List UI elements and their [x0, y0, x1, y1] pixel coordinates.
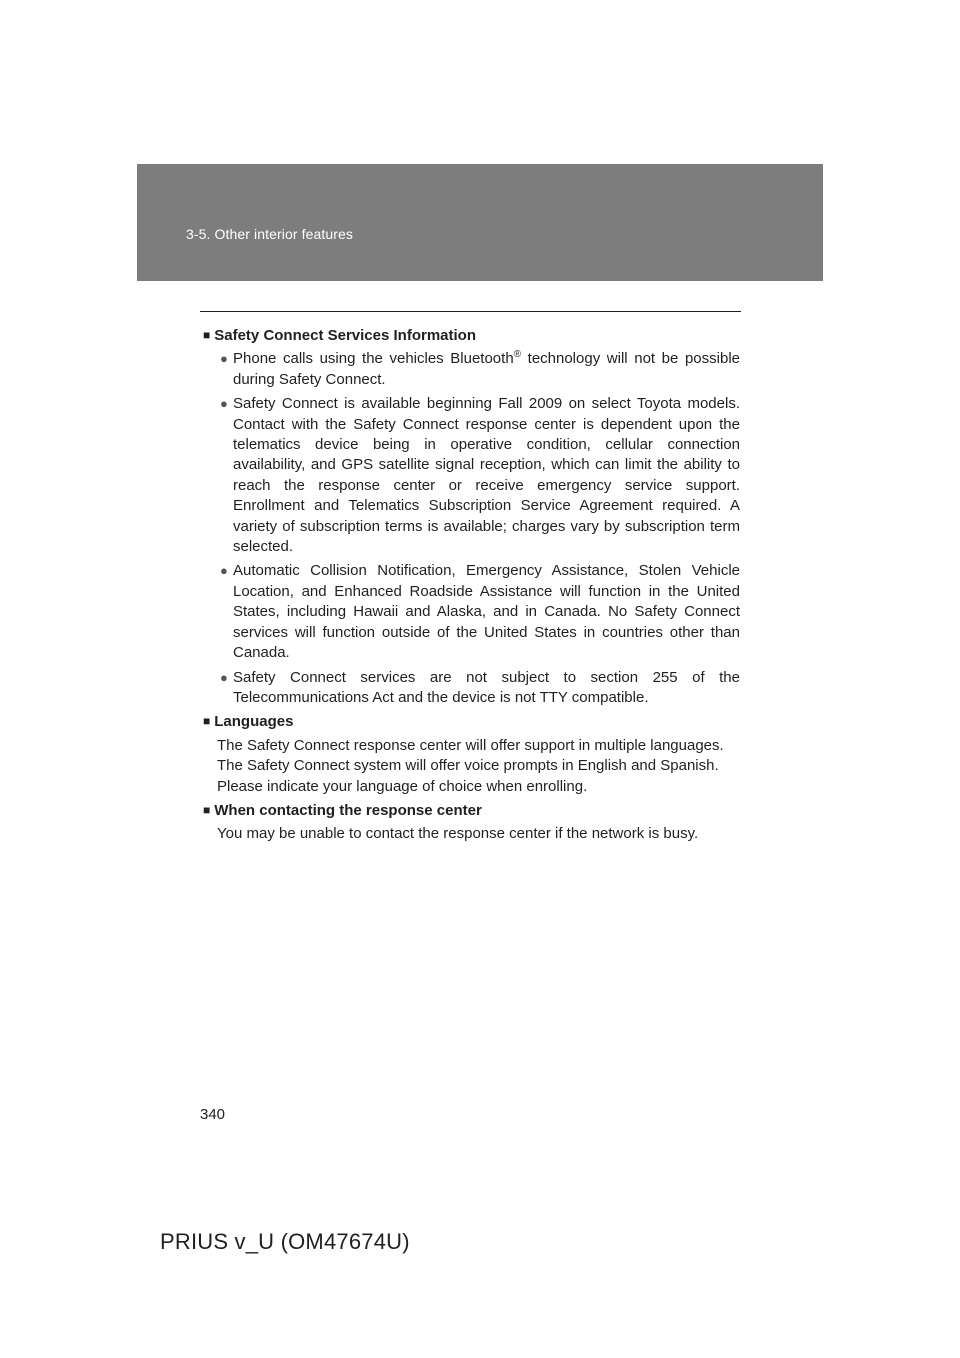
- paragraph-line: You may be unable to contact the response center if the network is busy.: [217, 825, 699, 843]
- bullet-text-part: technology will not be possible during Safety Connect.: [233, 350, 740, 388]
- list-item: [203, 394, 740, 557]
- list-item: [203, 561, 740, 663]
- bullet-text-part: Phone calls using the vehicles Bluetooth: [233, 350, 514, 368]
- section-heading-safety-connect-info: [203, 326, 740, 346]
- heading-text: Safety Connect Services Information: [214, 327, 476, 344]
- page-number: 340: [200, 1106, 226, 1123]
- section-label: 3-5. Other interior features: [186, 226, 353, 242]
- paragraph-line: The Safety Connect response center will offer support in multiple languages.: [217, 736, 724, 754]
- square-bullet-icon: ■: [203, 714, 211, 729]
- page-content: [203, 326, 740, 849]
- footer-model-code: PRIUS v_U (OM47674U): [160, 1229, 410, 1254]
- circle-bullet-icon: ●: [220, 563, 228, 579]
- top-divider: [200, 311, 741, 312]
- bullet-text: Safety Connect services are not subject to section 255 of the Telecommunications Act and the device is not TTY compatible.: [233, 668, 740, 706]
- heading-text: When contacting the response center: [214, 801, 482, 819]
- chapter-header-band: [137, 164, 823, 281]
- square-bullet-icon: ■: [203, 328, 211, 342]
- circle-bullet-icon: ●: [220, 669, 228, 685]
- paragraph-line: Please indicate your language of choice when enrolling.: [217, 777, 588, 795]
- bullet-text: Automatic Collision Notification, Emergency Assistance, Stolen Vehicle Location, and Enhanced Roadside Assistance will function in the United States, including Hawaii and Alaska, and in Canada. No Safety Connect services will function outside of the United States in countries other than Canada.: [233, 562, 740, 662]
- heading-text: Languages: [214, 713, 294, 731]
- bullet-text: Safety Connect is available beginning Fall 2009 on select Toyota models. Contact with the Safety Connect response center is dependent upon the telematics device being in operative condition, cellular connection availability, and GPS satellite signal reception, which can limit the ability to reach the response center or receive emergency service support. Enrollment and Telematics Subscription Service Agreement required. A variety of subscription terms is available; charges vary by subscription term selected.: [233, 395, 740, 556]
- section-heading-contacting: [203, 801, 740, 821]
- circle-bullet-icon: ●: [220, 351, 228, 367]
- paragraph-line: The Safety Connect system will offer voice prompts in English and Spanish.: [217, 757, 719, 775]
- square-bullet-icon: ■: [203, 802, 211, 817]
- list-item: [203, 668, 740, 709]
- section-heading-languages: [203, 712, 740, 732]
- paragraph-languages: [203, 736, 740, 797]
- circle-bullet-icon: ●: [220, 396, 228, 412]
- list-item: [203, 349, 740, 390]
- paragraph-contacting: [203, 824, 740, 844]
- registered-mark: ®: [513, 349, 522, 361]
